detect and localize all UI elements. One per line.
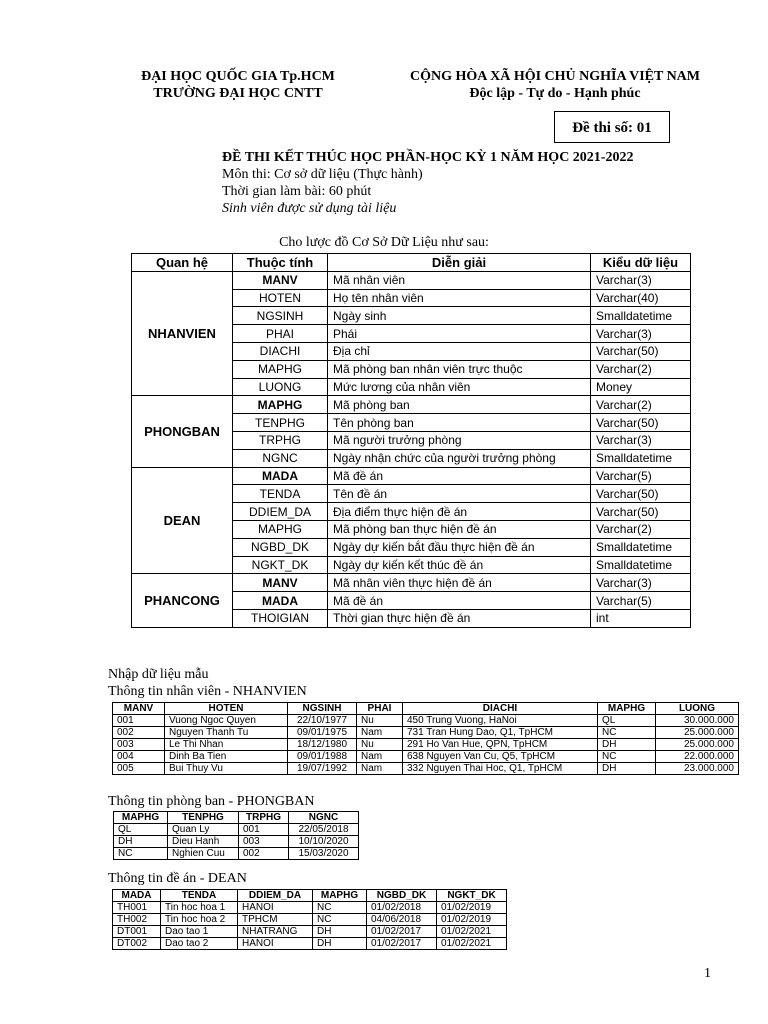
country-name: CỘNG HÒA XÃ HỘI CHỦ NGHĨA VIỆT NAM <box>409 69 700 84</box>
dean-cell: NHATRANG <box>238 926 313 938</box>
schema-header-row <box>132 254 691 272</box>
nhanvien-header-cell: MAPHG <box>598 703 656 715</box>
dean-cell: 01/02/2021 <box>437 938 507 950</box>
national-motto <box>390 68 720 102</box>
table-row <box>113 926 507 938</box>
table-row <box>113 739 739 751</box>
phongban-cell: Quan Ly <box>168 824 239 836</box>
nhanvien-cell: 19/07/1992 <box>288 763 357 775</box>
dean-cell: Tin hoc hoa 1 <box>161 902 238 914</box>
nhanvien-cell: 004 <box>113 751 165 763</box>
attribute-datatype: Varchar(3) <box>591 431 691 449</box>
dean-cell: 01/02/2021 <box>437 926 507 938</box>
attribute-datatype: int <box>591 609 691 627</box>
phongban-header-cell: TRPHG <box>239 812 289 824</box>
table-row <box>113 763 739 775</box>
university-name: ĐẠI HỌC QUỐC GIA Tp.HCM <box>141 69 335 84</box>
nhanvien-cell: 18/12/1980 <box>288 739 357 751</box>
nhanvien-cell: 005 <box>113 763 165 775</box>
attribute-datatype: Varchar(3) <box>591 325 691 343</box>
dean-cell: 01/02/2017 <box>367 926 437 938</box>
attribute-name: HOTEN <box>233 289 328 307</box>
table-row <box>113 938 507 950</box>
attribute-name: DDIEM_DA <box>233 503 328 521</box>
attribute-datatype: Varchar(3) <box>591 574 691 592</box>
dean-cell: Tin hoc hoa 2 <box>161 914 238 926</box>
attribute-name: MAPHG <box>233 520 328 538</box>
nhanvien-cell: 30.000.000 <box>656 715 739 727</box>
dean-cell: Dao tao 2 <box>161 938 238 950</box>
attribute-datatype: Varchar(50) <box>591 342 691 360</box>
dean-cell: 01/02/2019 <box>437 902 507 914</box>
nhanvien-header-cell: LUONG <box>656 703 739 715</box>
nhanvien-header-row <box>113 703 739 715</box>
nhanvien-cell: QL <box>598 715 656 727</box>
exam-duration: Thời gian làm bài: 60 phút <box>222 184 372 199</box>
dean-cell: DT001 <box>113 926 161 938</box>
relation-name: NHANVIEN <box>132 271 233 396</box>
attribute-datatype: Varchar(40) <box>591 289 691 307</box>
nhanvien-cell: Nguyen Thanh Tu <box>165 727 288 739</box>
attribute-datatype: Money <box>591 378 691 396</box>
attribute-description: Mã nhân viên thực hiện đề án <box>328 574 591 592</box>
phongban-cell: 002 <box>239 848 289 860</box>
dean-cell: NC <box>313 902 367 914</box>
nhanvien-caption: Thông tin nhân viên - NHANVIEN <box>108 684 307 699</box>
attribute-name: PHAI <box>233 325 328 343</box>
attribute-name: MANV <box>233 574 328 592</box>
nhanvien-header-cell: HOTEN <box>165 703 288 715</box>
nhanvien-cell: 23.000.000 <box>656 763 739 775</box>
dean-cell: TPHCM <box>238 914 313 926</box>
nhanvien-cell: 003 <box>113 739 165 751</box>
attribute-name: MADA <box>233 592 328 610</box>
nhanvien-cell: 291 Ho Van Hue, QPN, TpHCM <box>403 739 598 751</box>
dean-header-cell: NGBD_DK <box>367 890 437 902</box>
schema-intro: Cho lược đồ Cơ Sở Dữ Liệu như sau: <box>279 235 489 250</box>
nhanvien-cell: Nam <box>357 763 403 775</box>
relation-name: DEAN <box>132 467 233 574</box>
attribute-datatype: Varchar(5) <box>591 467 691 485</box>
exam-subject: Môn thi: Cơ sở dữ liệu (Thực hành) <box>222 167 423 182</box>
attribute-description: Mã đề án <box>328 467 591 485</box>
nhanvien-cell: DH <box>598 739 656 751</box>
attribute-description: Tên phòng ban <box>328 414 591 432</box>
attribute-name: MAPHG <box>233 360 328 378</box>
attribute-name: THOIGIAN <box>233 609 328 627</box>
relation-name: PHONGBAN <box>132 396 233 467</box>
dean-cell: TH002 <box>113 914 161 926</box>
table-row <box>114 836 359 848</box>
header-relation: Quan hệ <box>132 254 233 272</box>
nhanvien-cell: 002 <box>113 727 165 739</box>
nhanvien-cell: 25.000.000 <box>656 727 739 739</box>
nhanvien-header-cell: DIACHI <box>403 703 598 715</box>
nhanvien-header-cell: MANV <box>113 703 165 715</box>
attribute-datatype: Smalldatetime <box>591 556 691 574</box>
attribute-description: Ngày dự kiến kết thúc đề án <box>328 556 591 574</box>
phongban-cell: 15/03/2020 <box>289 848 359 860</box>
attribute-name: NGNC <box>233 449 328 467</box>
header-datatype: Kiểu dữ liệu <box>591 254 691 272</box>
exam-title: ĐỀ THI KẾT THÚC HỌC PHẦN-HỌC KỲ 1 NĂM HỌC 2021-2022 <box>222 150 634 165</box>
phongban-cell: 001 <box>239 824 289 836</box>
dean-cell: 01/02/2018 <box>367 902 437 914</box>
nhanvien-cell: 450 Trung Vuong, HaNoi <box>403 715 598 727</box>
table-row <box>113 902 507 914</box>
attribute-datatype: Varchar(50) <box>591 485 691 503</box>
attribute-name: MADA <box>233 467 328 485</box>
attribute-datatype: Varchar(3) <box>591 271 691 289</box>
dean-cell: NC <box>313 914 367 926</box>
schema-row <box>132 467 691 485</box>
nhanvien-cell: Dinh Ba Tien <box>165 751 288 763</box>
attribute-description: Địa chỉ <box>328 342 591 360</box>
schema-row <box>132 574 691 592</box>
faculty-name: TRƯỜNG ĐẠI HỌC CNTT <box>153 86 323 101</box>
phongban-cell: 003 <box>239 836 289 848</box>
page-number: 1 <box>704 966 711 981</box>
schema-table <box>131 253 691 628</box>
attribute-description: Mã phòng ban thực hiện đề án <box>328 520 591 538</box>
nhanvien-cell: Le Thi Nhan <box>165 739 288 751</box>
attribute-name: NGSINH <box>233 307 328 325</box>
table-row <box>113 914 507 926</box>
dean-cell: DT002 <box>113 938 161 950</box>
attribute-name: MAPHG <box>233 396 328 414</box>
attribute-description: Phái <box>328 325 591 343</box>
nhanvien-cell: 22/10/1977 <box>288 715 357 727</box>
nhanvien-cell: 09/01/1975 <box>288 727 357 739</box>
dean-cell: DH <box>313 938 367 950</box>
attribute-description: Mã nhân viên <box>328 271 591 289</box>
nhanvien-cell: 332 Nguyen Thai Hoc, Q1, TpHCM <box>403 763 598 775</box>
dean-header-cell: MADA <box>113 890 161 902</box>
dean-header-row <box>113 890 507 902</box>
phongban-cell: Dieu Hanh <box>168 836 239 848</box>
attribute-name: MANV <box>233 271 328 289</box>
nhanvien-cell: Nu <box>357 715 403 727</box>
phongban-header-row <box>114 812 359 824</box>
phongban-cell: Nghien Cuu <box>168 848 239 860</box>
nhanvien-cell: Bui Thuy Vu <box>165 763 288 775</box>
schema-row <box>132 396 691 414</box>
dean-cell: DH <box>313 926 367 938</box>
attribute-name: TENPHG <box>233 414 328 432</box>
header-attribute: Thuộc tính <box>233 254 328 272</box>
dean-header-cell: DDIEM_DA <box>238 890 313 902</box>
dean-cell: 01/02/2017 <box>367 938 437 950</box>
nhanvien-cell: 638 Nguyen Van Cu, Q5, TpHCM <box>403 751 598 763</box>
attribute-datatype: Varchar(2) <box>591 360 691 378</box>
attribute-datatype: Smalldatetime <box>591 449 691 467</box>
dean-cell: 04/06/2018 <box>367 914 437 926</box>
attribute-name: TENDA <box>233 485 328 503</box>
dean-caption: Thông tin đề án - DEAN <box>108 871 247 886</box>
attribute-datatype: Varchar(50) <box>591 414 691 432</box>
phongban-table <box>113 811 359 860</box>
attribute-description: Mã đề án <box>328 592 591 610</box>
schema-row <box>132 271 691 289</box>
nhanvien-cell: 25.000.000 <box>656 739 739 751</box>
motto: Độc lập - Tự do - Hạnh phúc <box>469 86 641 101</box>
table-row <box>113 727 739 739</box>
exam-number-box: Đề thi số: 01 <box>554 111 670 143</box>
sample-heading: Nhập dữ liệu mẫu <box>108 667 209 682</box>
phongban-cell: DH <box>114 836 168 848</box>
attribute-description: Ngày nhận chức của người trưởng phòng <box>328 449 591 467</box>
phongban-cell: 22/05/2018 <box>289 824 359 836</box>
attribute-description: Mức lương của nhân viên <box>328 378 591 396</box>
header-description: Diễn giải <box>328 254 591 272</box>
attribute-name: DIACHI <box>233 342 328 360</box>
attribute-name: NGBD_DK <box>233 538 328 556</box>
table-row <box>113 751 739 763</box>
table-row <box>114 848 359 860</box>
attribute-description: Địa điểm thực hiện đề án <box>328 503 591 521</box>
attribute-description: Mã phòng ban nhân viên trực thuộc <box>328 360 591 378</box>
nhanvien-cell: Nam <box>357 751 403 763</box>
attribute-datatype: Smalldatetime <box>591 307 691 325</box>
attribute-name: NGKT_DK <box>233 556 328 574</box>
attribute-name: LUONG <box>233 378 328 396</box>
nhanvien-cell: 22.000.000 <box>656 751 739 763</box>
attribute-name: TRPHG <box>233 431 328 449</box>
dean-header-cell: TENDA <box>161 890 238 902</box>
table-row <box>113 715 739 727</box>
nhanvien-header-cell: NGSINH <box>288 703 357 715</box>
nhanvien-cell: DH <box>598 763 656 775</box>
dean-header-cell: MAPHG <box>313 890 367 902</box>
nhanvien-cell: Nu <box>357 739 403 751</box>
phongban-header-cell: NGNC <box>289 812 359 824</box>
attribute-description: Ngày sinh <box>328 307 591 325</box>
dean-header-cell: NGKT_DK <box>437 890 507 902</box>
nhanvien-cell: NC <box>598 727 656 739</box>
exam-note: Sinh viên được sử dụng tài liệu <box>222 201 397 216</box>
nhanvien-header-cell: PHAI <box>357 703 403 715</box>
nhanvien-cell: 09/01/1988 <box>288 751 357 763</box>
attribute-datatype: Smalldatetime <box>591 538 691 556</box>
attribute-datatype: Varchar(2) <box>591 520 691 538</box>
nhanvien-table <box>112 702 739 775</box>
nhanvien-cell: 001 <box>113 715 165 727</box>
phongban-header-cell: MAPHG <box>114 812 168 824</box>
attribute-description: Mã phòng ban <box>328 396 591 414</box>
attribute-datatype: Varchar(50) <box>591 503 691 521</box>
phongban-header-cell: TENPHG <box>168 812 239 824</box>
table-row <box>114 824 359 836</box>
dean-cell: Dao tao 1 <box>161 926 238 938</box>
relation-name: PHANCONG <box>132 574 233 627</box>
nhanvien-cell: NC <box>598 751 656 763</box>
phongban-cell: QL <box>114 824 168 836</box>
nhanvien-cell: Vuong Ngoc Quyen <box>165 715 288 727</box>
attribute-description: Ngày dự kiến bắt đầu thực hiện đề án <box>328 538 591 556</box>
phongban-cell: 10/10/2020 <box>289 836 359 848</box>
nhanvien-cell: 731 Tran Hung Dao, Q1, TpHCM <box>403 727 598 739</box>
dean-cell: HANOI <box>238 902 313 914</box>
phongban-caption: Thông tin phòng ban - PHONGBAN <box>108 794 315 809</box>
attribute-datatype: Varchar(5) <box>591 592 691 610</box>
dean-table <box>112 889 507 950</box>
attribute-description: Mã người trưởng phòng <box>328 431 591 449</box>
attribute-description: Thời gian thực hiện đề án <box>328 609 591 627</box>
attribute-description: Họ tên nhân viên <box>328 289 591 307</box>
nhanvien-cell: Nam <box>357 727 403 739</box>
dean-cell: TH001 <box>113 902 161 914</box>
dean-cell: 01/02/2019 <box>437 914 507 926</box>
attribute-description: Tên đề án <box>328 485 591 503</box>
attribute-datatype: Varchar(2) <box>591 396 691 414</box>
dean-cell: HANOI <box>238 938 313 950</box>
university-header <box>108 68 368 102</box>
phongban-cell: NC <box>114 848 168 860</box>
